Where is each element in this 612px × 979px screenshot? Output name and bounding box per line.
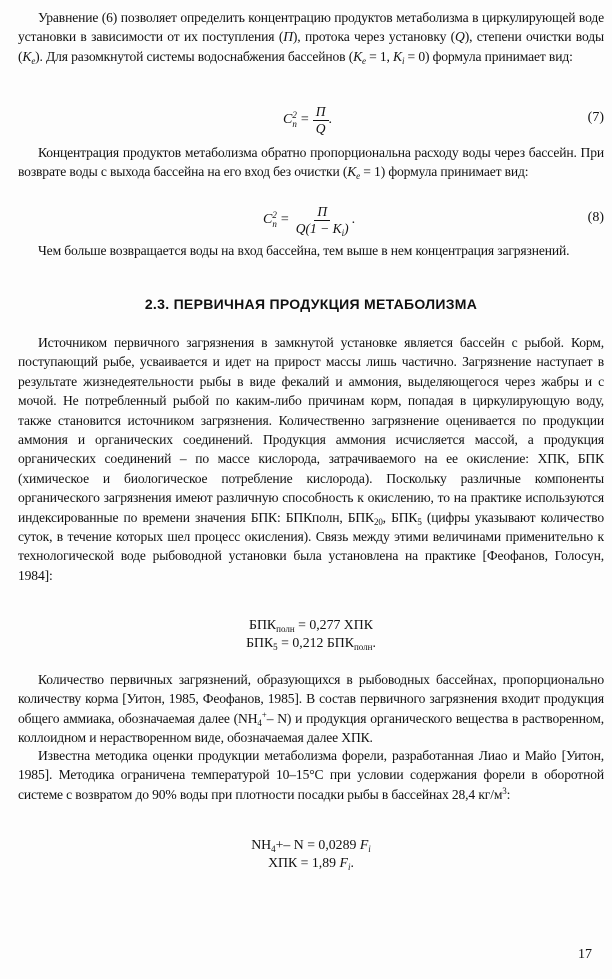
paragraph-concentration — [18, 143, 604, 182]
numerator: П — [314, 204, 330, 221]
equals-sign: = — [280, 212, 289, 227]
subscript: e — [362, 55, 366, 66]
subscript: 20 — [373, 516, 383, 527]
page-number: 17 — [578, 947, 592, 962]
section-heading: 2.3. ПЕРВИЧНАЯ ПРОДУКЦИЯ МЕТАБОЛИЗМА — [144, 296, 478, 312]
text: Источником первичного загрязнения в замкнутой установке является бассейн с рыбой. Корм, поступающий рыбе, усваивается и идет на прирост массы лишь частично. Загрязнение наступает в результате жизнедеятельности рыбы в виде фекалий и аммония, выделяющегося через жабры и с мочой. Не потребленный рыбой по каким-либо причинам корм, попадая в циркулирующую воду, также становится источником загрязнения. Количественно загрязнение оценивается по продукции аммония и органических соединений. Продукция аммония исчисляется массой, а продукция органических соединений – по массе кислорода, затрачиваемого на ее окисление: ХПК, БПК (химическое и биологическое потребление кислорода). Поскольку различные компоненты органического загрязнения имеют различную способность к окислению, то на практике используются индексированные по времени значения БПК: БПКполн, БПК — [18, 335, 604, 525]
symbol: K — [353, 48, 362, 64]
symbol: K — [347, 164, 357, 180]
fraction — [313, 104, 329, 137]
paragraph-feed — [18, 670, 604, 748]
period: . — [328, 112, 332, 127]
text: : — [506, 786, 511, 802]
text: – N) и продукция органического вещества в растворенном, коллоидном и нерастворенном виде, обозначаемая далее ХПК. — [18, 710, 605, 746]
symbol: П — [283, 29, 293, 45]
text: , БПК — [382, 509, 418, 525]
subscript: e — [356, 171, 361, 182]
text: Уравнение (6) позволяет определить концентрацию продуктов метаболизма в циркулирующей воде установки в зависимости от их поступления ( — [18, 10, 604, 45]
equation-lhs: C 2 п — [283, 110, 297, 129]
equation-body — [283, 100, 332, 140]
text: Чем больше возвращается воды на вход бассейна, тем выше в нем концентрация загрязнений. — [38, 243, 570, 258]
denominator: Q — [315, 120, 326, 136]
text: Количество первичных загрязнений, образующихся в рыбоводных бассейнах, пропорционально количеству корма [Уитон, 1985, Феофанов, 1985]. В состав первичного загрязнения входит продукция общего аммиака, обозначаемая далее (NH — [18, 672, 604, 726]
paragraph-intro — [18, 8, 604, 66]
superscript: 3 — [502, 785, 507, 796]
subscript: 5 — [417, 516, 422, 527]
subscript: e — [31, 55, 36, 66]
text: ), степени очистки воды ( — [18, 29, 604, 64]
formula-bpk-2: $БПК_5 = 0,212$ $БПК_{полн}$. — [246, 635, 376, 652]
text: Концентрация продуктов метаболизма обратно пропорциональна расходу воды через бассейн. При возврате воды с выхода бассейна на его вход без очистки ( — [18, 145, 604, 180]
equation-7 — [18, 100, 604, 140]
formula-nh4: $NH_4+-$ N = 0,0289 $F_i$ — [251, 837, 371, 854]
paragraph-primary-pollution — [18, 333, 604, 585]
symbol: K — [393, 48, 402, 64]
text: = 1, — [365, 48, 394, 64]
paragraph-method — [18, 746, 604, 804]
symbol: K — [22, 48, 32, 64]
symbol: Q — [455, 29, 465, 45]
fraction — [293, 204, 352, 237]
text: = 0) формула принимает вид: — [404, 48, 573, 64]
equation-lhs: C 2 п — [263, 210, 277, 229]
formula-bpk-1: $БПК_{полн} = 0,277$ ХПК — [249, 617, 373, 634]
numerator: П — [313, 104, 329, 121]
text: Известна методика оценки продукции метаболизма форели, разработанная Лиао и Майо [Уитон, 1985]. Методика ограничена температурой 10–15°С при условии содержания форели в оборотной системе с возвратом до 90% воды при плотности посадки рыбы в бассейнах 28,4 кг/м — [18, 748, 604, 802]
equation-number: (8) — [587, 210, 604, 225]
equation-body — [263, 200, 355, 240]
text: = 1) формула принимает вид: — [360, 164, 529, 180]
equation-number: (7) — [587, 110, 604, 125]
superscript: + — [261, 709, 267, 720]
denominator: $Q(1 - K_i)$ — [295, 220, 349, 238]
text: (цифры указывают количество суток, в течение которых шел процесс окисления). Связь между этими величинами применительно к технологической воде рыбоводной установки была установлена на практике [Феофанов, Голосун, 1984]: — [18, 509, 604, 583]
formula-xpk: ХПК = 1,89 $F_i$. — [268, 855, 354, 872]
subscript: i — [401, 55, 405, 66]
equals-sign: = — [300, 112, 309, 127]
text: ). Для разомкнутой системы водоснабжения бассейнов ( — [35, 48, 354, 64]
equation-8 — [18, 200, 604, 240]
text: ), протока через установку ( — [292, 29, 456, 45]
paragraph-conclusion — [18, 241, 604, 260]
period: . — [351, 212, 356, 227]
subscript: 4 — [257, 717, 262, 728]
